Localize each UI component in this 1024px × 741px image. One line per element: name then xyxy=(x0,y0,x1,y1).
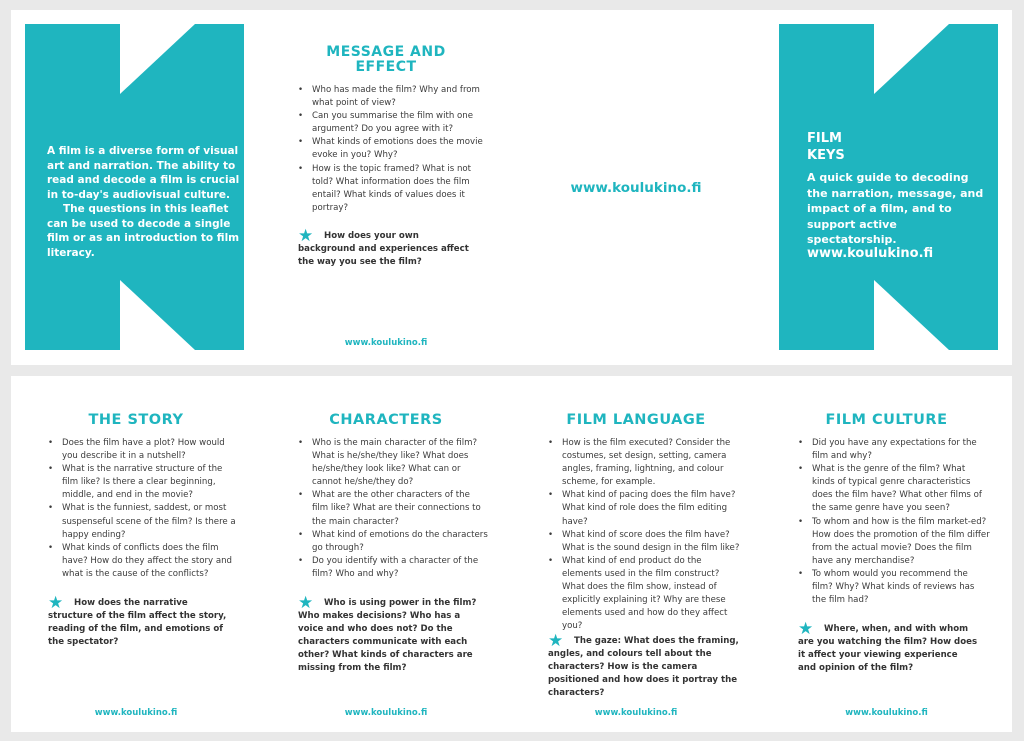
cover-panel xyxy=(761,10,1012,365)
list-item: • Who is the main character of the film? What is he/she/they like? What does he/she/they look like? What can or cannot he/she/they do? xyxy=(298,437,488,489)
cover-title-line-1: FILM xyxy=(807,131,842,146)
list-item: • What is the narrative structure of the film like? Is there a clear beginning, middle, and end in the movie? xyxy=(48,463,238,502)
message-question-list xyxy=(298,84,488,215)
star-note-text: Where, when, and with whom are you watching the film? How does it affect your viewing experience and opinion of the film? xyxy=(798,624,978,674)
list-item: • Did you have any expectations for the film and why? xyxy=(798,437,990,463)
intro-paragraph-1: A film is a diverse form of visual art and narration. The ability to read and decode a film is crucial in to-day's audiovisual culture. xyxy=(47,145,240,201)
footer-url[interactable]: www.koulukino.fi xyxy=(344,338,428,348)
story-star-note xyxy=(48,593,228,649)
leaflet-outer-side xyxy=(11,10,1012,365)
star-icon: ★ xyxy=(298,593,314,613)
list-item: • To whom and how is the film market-ed? How does the promotion of the film differ from the actual movie? Does the film have any merchandise? xyxy=(798,516,990,568)
culture-question-list xyxy=(798,437,990,607)
star-icon: ★ xyxy=(548,631,564,651)
culture-heading: FILM CULTURE xyxy=(825,412,948,428)
star-note-text: How does your own background and experiences affect the way you see the film? xyxy=(298,231,469,268)
list-item: • How is the film executed? Consider the costumes, set design, setting, camera angles, framing, lightning, and colour scheme, for example. xyxy=(548,437,740,489)
culture-panel xyxy=(761,376,1012,732)
cover-title xyxy=(807,130,845,164)
list-item: • What are the other characters of the film like? What are their connections to the main character? xyxy=(298,489,488,528)
cover-url[interactable]: www.koulukino.fi xyxy=(807,246,934,261)
leaflet-inner-side xyxy=(11,376,1012,732)
language-heading: FILM LANGUAGE xyxy=(566,412,706,428)
characters-panel xyxy=(261,376,511,732)
language-question-list xyxy=(548,437,740,633)
intro-panel xyxy=(11,10,261,365)
cover-title-line-2: KEYS xyxy=(807,148,845,163)
list-item: • What is the funniest, saddest, or most suspenseful scene of the film? Is there a happy ending? xyxy=(48,502,238,541)
star-note-text: Who is using power in the film? Who makes decisions? Who has a voice and who does not? Do the characters communicate with each other? What kinds of characters are missing from the film? xyxy=(298,598,477,674)
message-heading: MESSAGE AND EFFECT xyxy=(326,44,446,75)
star-icon: ★ xyxy=(798,619,814,639)
star-icon: ★ xyxy=(48,593,64,613)
characters-star-note xyxy=(298,593,478,676)
list-item: • What kind of end product do the elements used in the film construct? What does the film show, instead of explicitly explaining it? Why are these elements used and how do they affect you? xyxy=(548,555,740,634)
footer-url[interactable]: www.koulukino.fi xyxy=(594,708,678,718)
culture-star-note xyxy=(798,619,978,675)
footer-url[interactable]: www.koulukino.fi xyxy=(845,708,928,718)
star-icon: ★ xyxy=(298,226,314,246)
characters-question-list xyxy=(298,437,488,581)
list-item: • What kinds of conflicts does the film have? How do they affect the story and what is the cause of the conflicts? xyxy=(48,542,238,581)
intro-text xyxy=(47,144,244,260)
list-item: • What kind of score does the film have? What is the sound design in the film like? xyxy=(548,529,740,555)
list-item: • Does the film have a plot? How would you describe it in a nutshell? xyxy=(48,437,238,463)
story-heading: THE STORY xyxy=(88,412,184,428)
footer-url[interactable]: www.koulukino.fi xyxy=(344,708,428,718)
list-item: • What kind of emotions do the characters go through? xyxy=(298,529,488,555)
star-note-text: The gaze: What does the framing, angles, and colours tell about the characters? How is the camera positioned and how does it portray the characters? xyxy=(548,636,739,699)
language-panel xyxy=(511,376,761,732)
intro-teal-block xyxy=(25,24,244,350)
list-item: • What is the genre of the film? What kinds of typical genre characteristics does the film have? What other films of the same genre have you seen? xyxy=(798,463,990,515)
story-panel xyxy=(11,376,261,732)
cover-teal-block xyxy=(779,24,998,350)
website-url[interactable]: www.koulukino.fi xyxy=(570,180,702,196)
url-panel xyxy=(511,10,761,365)
intro-paragraph-2: The questions in this leaflet can be used to decode a single film or as an introduction to film literacy. xyxy=(47,203,240,259)
list-item: • Who has made the film? Why and from what point of view? xyxy=(298,84,488,110)
list-item: • Do you identify with a character of the film? Who and why? xyxy=(298,555,488,581)
language-star-note xyxy=(548,631,740,700)
characters-heading: CHARACTERS xyxy=(329,412,443,428)
list-item: • What kind of pacing does the film have? What kind of role does the film editing have? xyxy=(548,489,740,528)
list-item: • To whom would you recommend the film? Why? What kinds of reviews has the film had? xyxy=(798,568,990,607)
message-star-note xyxy=(298,226,478,269)
message-panel xyxy=(261,10,511,365)
list-item: • How is the topic framed? What is not told? What information does the film entail? What kinds of values does it portray? xyxy=(298,163,488,215)
list-item: • What kinds of emotions does the movie evoke in you? Why? xyxy=(298,136,488,162)
star-note-text: How does the narrative structure of the film affect the story, reading of the film, and emotions of the spectator? xyxy=(48,598,227,648)
story-question-list xyxy=(48,437,238,581)
list-item: • Can you summarise the film with one argument? Do you agree with it? xyxy=(298,110,488,136)
cover-subtitle: A quick guide to decoding the narration, message, and impact of a film, and to support active spectatorship. xyxy=(807,171,984,246)
footer-url[interactable]: www.koulukino.fi xyxy=(94,708,178,718)
